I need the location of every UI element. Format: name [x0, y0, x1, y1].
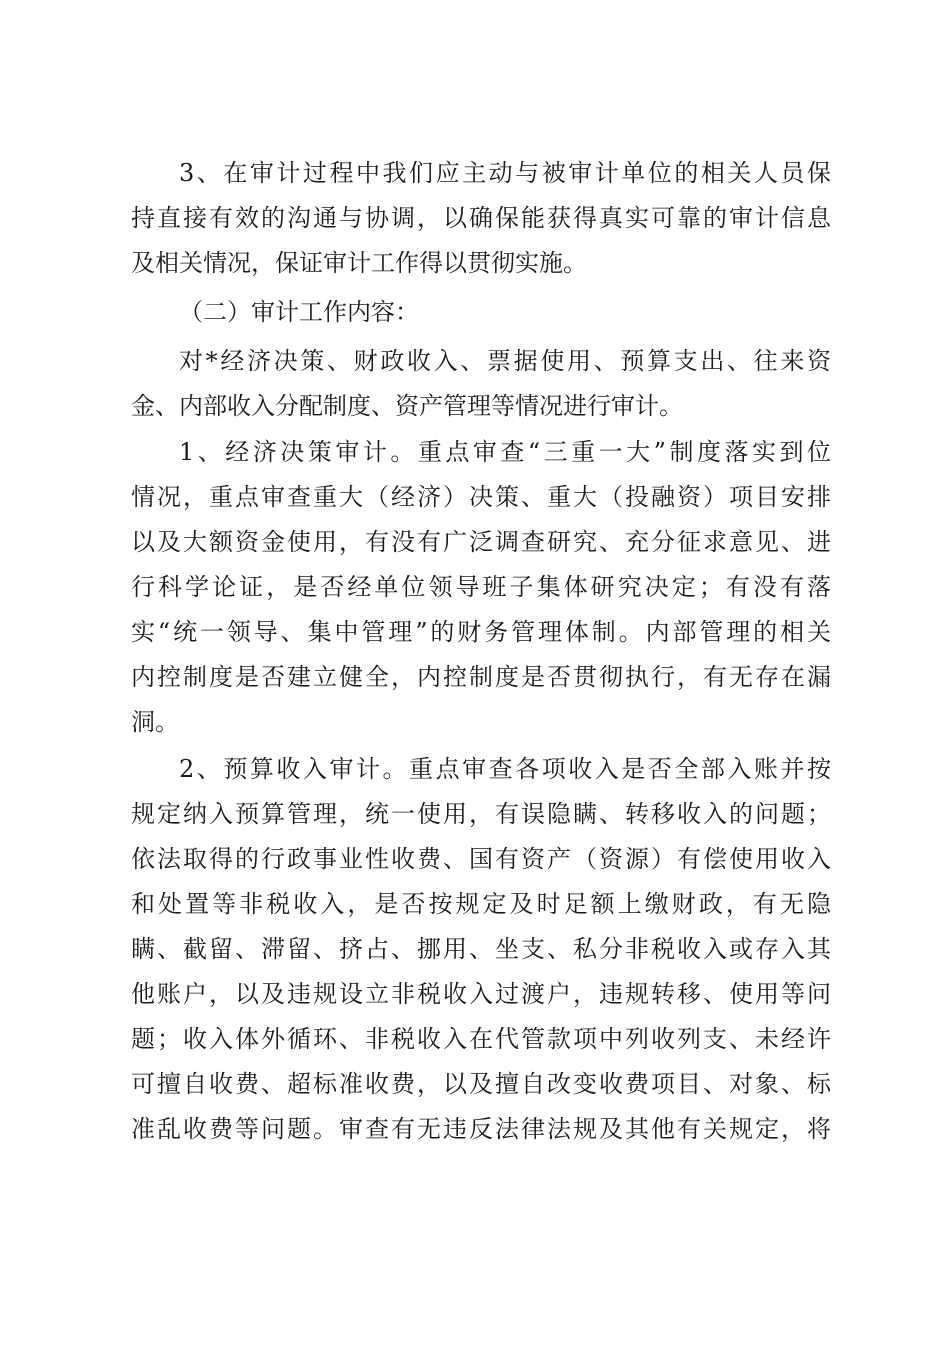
paragraph-line: 对*经济决策、财政收入、票据使用、预算支出、往来资 [179, 347, 831, 375]
paragraph-line: 洞。 [131, 708, 179, 736]
paragraph-line: 和处置等非税收入，是否按规定及时足额上缴财政，有无隐 [131, 890, 831, 918]
paragraph-line: 瞒、截留、滞留、挤占、挪用、坐支、私分非税收入或存入其 [131, 935, 831, 963]
paragraph-line: 持直接有效的沟通与协调，以确保能获得真实可靠的审计信息 [131, 204, 831, 232]
paragraph-line: 行科学论证，是否经单位领导班子集体研究决定；有没有落 [131, 573, 831, 601]
section-heading: （二）审计工作内容： [179, 298, 419, 326]
paragraph-line: 可擅自收费、超标准收费，以及擅自改变收费项目、对象、标 [131, 1070, 831, 1098]
paragraph-line: 题；收入体外循环、非税收入在代管款项中列收列支、未经许 [131, 1025, 831, 1053]
paragraph-line: 2、预算收入审计。重点审查各项收入是否全部入账并按 [179, 755, 831, 783]
paragraph-line: 及相关情况，保证审计工作得以贯彻实施。 [131, 249, 587, 277]
paragraph-line: 金、内部收入分配制度、资产管理等情况进行审计。 [131, 392, 683, 420]
paragraph-line: 情况，重点审查重大（经济）决策、重大（投融资）项目安排 [131, 483, 831, 511]
paragraph-line: 规定纳入预算管理，统一使用，有误隐瞒、转移收入的问题； [131, 800, 831, 828]
paragraph-line: 实“统一领导、集中管理”的财务管理体制。内部管理的相关 [131, 618, 831, 646]
paragraph-line: 1、经济决策审计。重点审查“三重一大”制度落实到位 [179, 438, 831, 466]
paragraph-line: 准乱收费等问题。审查有无违反法律法规及其他有关规定，将 [131, 1115, 831, 1143]
paragraph-line: 依法取得的行政事业性收费、国有资产（资源）有偿使用收入 [131, 845, 831, 873]
paragraph-line: 内控制度是否建立健全，内控制度是否贯彻执行，有无存在漏 [131, 663, 831, 691]
paragraph-line: 3、在审计过程中我们应主动与被审计单位的相关人员保 [179, 159, 831, 187]
paragraph-line: 以及大额资金使用，有没有广泛调查研究、充分征求意见、进 [131, 528, 831, 556]
paragraph-line: 他账户，以及违规设立非税收入过渡户，违规转移、使用等问 [131, 980, 831, 1008]
